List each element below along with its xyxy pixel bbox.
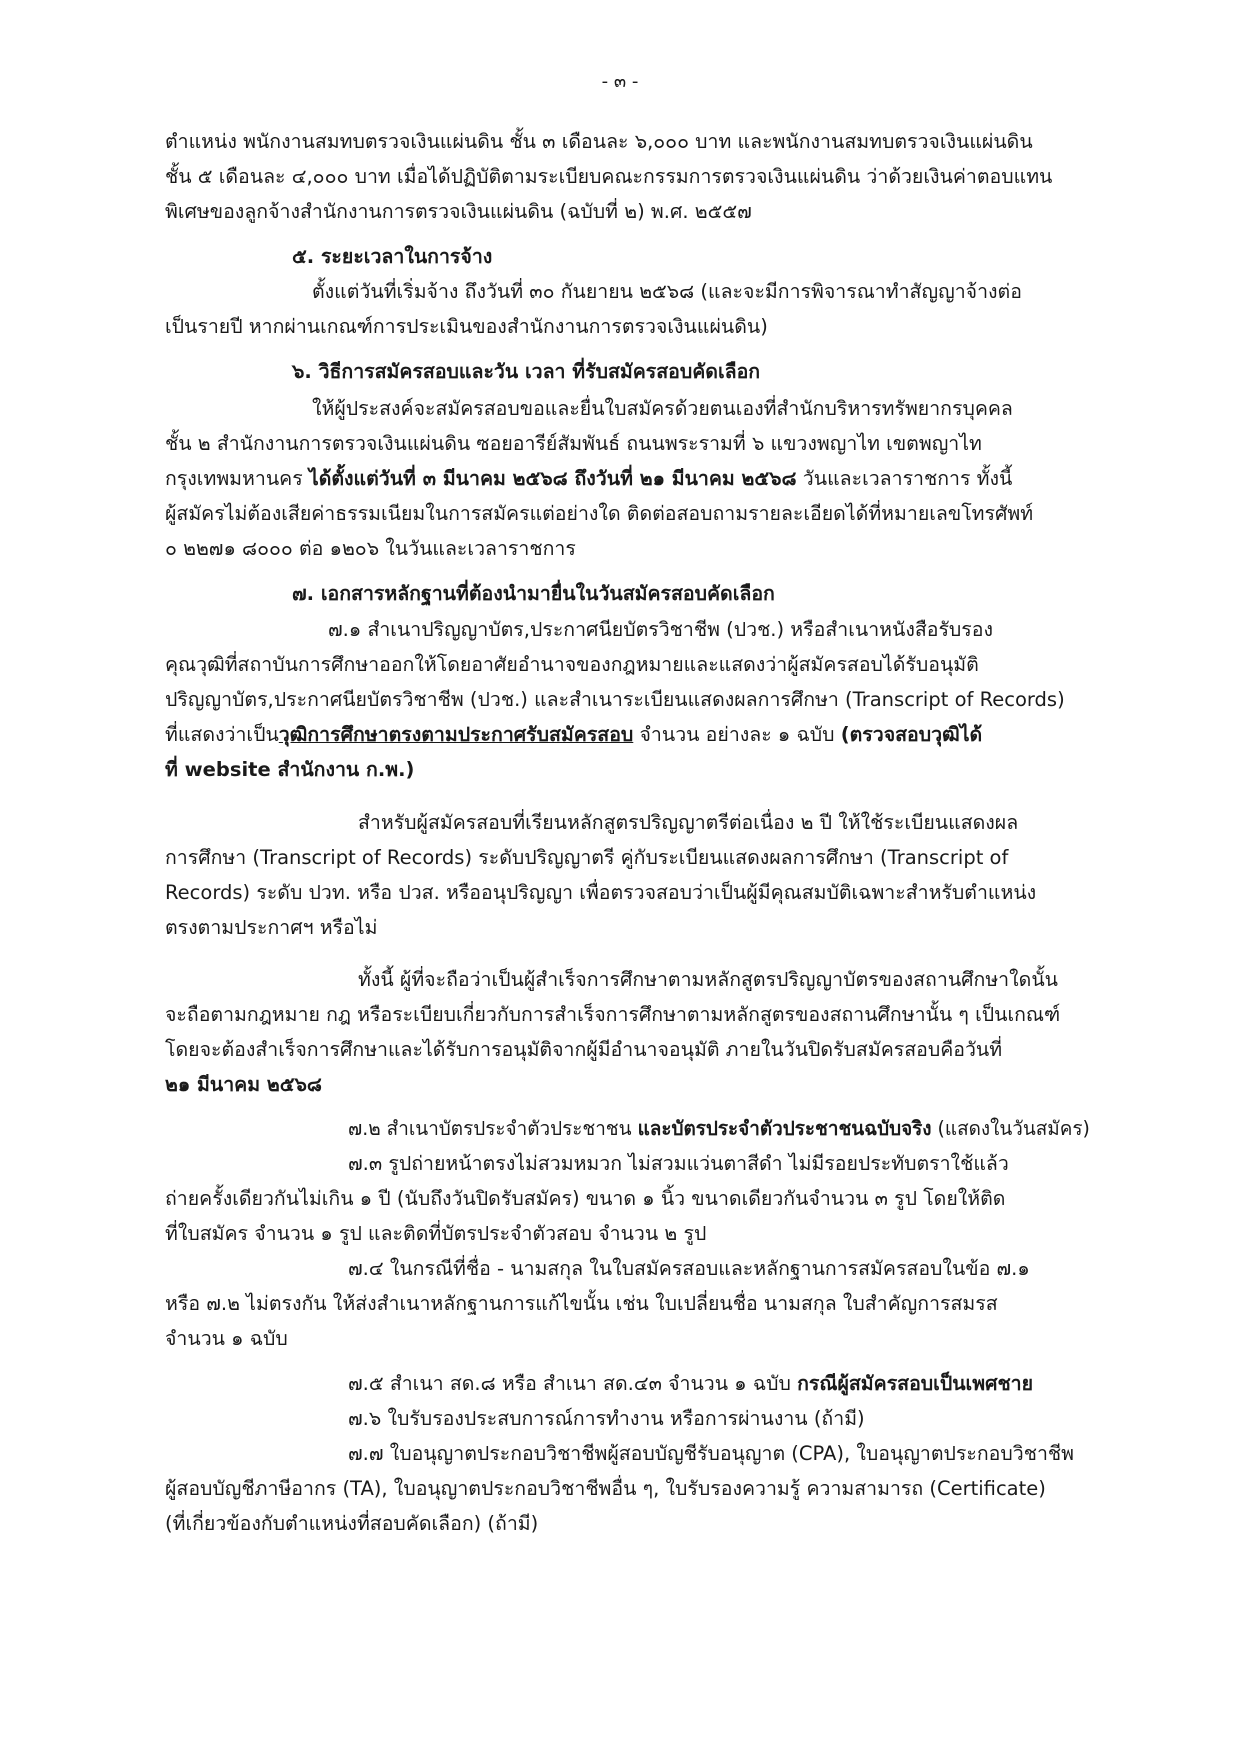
item-7-1-line-2: คุณวุฒิที่สถาบันการศึกษาออกให้โดยอาศัยอำนาจของกฎหมายและแสดงว่าผู้สมัครสอบได้รับอนุมัติ	[165, 653, 979, 676]
continuing-degree-line-1: สำหรับผู้สมัครสอบที่เรียนหลักสูตรปริญญาตรีต่อเนื่อง ๒ ปี ให้ใช้ระเบียนแสดงผล	[358, 811, 1019, 834]
item-7-4-line-1: ๗.๔ ในกรณีที่ชื่อ - นามสกุล ในใบสมัครสอบและหลักฐานการสมัครสอบในข้อ ๗.๑	[348, 1257, 1030, 1280]
item-7-2: ๗.๒ สำเนาบัตรประจำตัวประชาชน และบัตรประจำตัวประชาชนฉบับจริง (แสดงในวันสมัคร)	[348, 1117, 1090, 1140]
section-6-line-2: ชั้น ๒ สำนักงานการตรวจเงินแผ่นดิน ซอยอารีย์สัมพันธ์ ถนนพระรามที่ ๖ แขวงพญาไท เขตพญาไท	[165, 432, 982, 455]
intro-line-3: พิเศษของลูกจ้างสำนักงานการตรวจเงินแผ่นดิน (ฉบับที่ ๒) พ.ศ. ๒๕๕๗	[165, 200, 752, 223]
graduation-note-line-3: โดยจะต้องสำเร็จการศึกษาและได้รับการอนุมัติจากผู้มีอำนาจอนุมัติ ภายในวันปิดรับสมัครสอบคือวันที่	[165, 1038, 1003, 1061]
section-6-line-1: ให้ผู้ประสงค์จะสมัครสอบขอและยื่นใบสมัครด้วยตนเองที่สำนักบริหารทรัพยากรบุคคล	[312, 397, 1013, 420]
item-7-5: ๗.๕ สำเนา สด.๘ หรือ สำเนา สด.๔๓ จำนวน ๑ ฉบับ กรณีผู้สมัครสอบเป็นเพศชาย	[348, 1372, 1034, 1395]
page-number: - ๓ -	[601, 71, 639, 92]
item-7-3-line-3: ที่ใบสมัคร จำนวน ๑ รูป และติดที่บัตรประจำตัวสอบ จำนวน ๒ รูป	[165, 1222, 707, 1245]
section-5-heading: ๕. ระยะเวลาในการจ้าง	[292, 245, 493, 268]
intro-line-2: ชั้น ๕ เดือนละ ๔,๐๐๐ บาท เมื่อได้ปฏิบัติตามระเบียบคณะกรรมการตรวจเงินแผ่นดิน ว่าด้วยเงินค่าตอบแทน	[165, 165, 1053, 188]
item-7-1-line-4: ที่แสดงว่าเป็นวุฒิการศึกษาตรงตามประกาศรับสมัครสอบ จำนวน อย่างละ ๑ ฉบับ (ตรวจสอบวุฒิได้	[165, 723, 983, 746]
item-7-3-line-1: ๗.๓ รูปถ่ายหน้าตรงไม่สวมหมวก ไม่สวมแว่นตาสีดำ ไม่มีรอยประทับตราใช้แล้ว	[348, 1152, 1009, 1175]
continuing-degree-line-2: การศึกษา (Transcript of Records) ระดับปริญญาตรี คู่กับระเบียนแสดงผลการศึกษา (Transcript of	[165, 846, 1009, 869]
item-7-3-line-2: ถ่ายครั้งเดียวกันไม่เกิน ๑ ปี (นับถึงวันปิดรับสมัคร) ขนาด ๑ นิ้ว ขนาดเดียวกันจำนวน ๓ รูป โดยให้ติด	[165, 1187, 1006, 1210]
section-5-line-2: เป็นรายปี หากผ่านเกณฑ์การประเมินของสำนักงานการตรวจเงินแผ่นดิน)	[165, 315, 768, 338]
continuing-degree-line-4: ตรงตามประกาศฯ หรือไม่	[165, 916, 378, 939]
section-6-line-5: ๐ ๒๒๗๑ ๘๐๐๐ ต่อ ๑๒๐๖ ในวันและเวลาราชการ	[165, 537, 576, 560]
section-7-heading: ๗. เอกสารหลักฐานที่ต้องนำมายื่นในวันสมัครสอบคัดเลือก	[292, 582, 775, 605]
item-7-7-line-3: (ที่เกี่ยวข้องกับตำแหน่งที่สอบคัดเลือก) (ถ้ามี)	[165, 1512, 539, 1535]
section-6-line-4: ผู้สมัครไม่ต้องเสียค่าธรรมเนียมในการสมัครแต่อย่างใด ติดต่อสอบถามรายละเอียดได้ที่หมายเลขโทรศัพท์	[165, 502, 1034, 525]
item-7-7-line-2: ผู้สอบบัญชีภาษีอากร (TA), ใบอนุญาตประกอบวิชาชีพอื่น ๆ, ใบรับรองความรู้ ความสามารถ (Certificate)	[165, 1477, 1046, 1500]
graduation-note-line-1: ทั้งนี้ ผู้ที่จะถือว่าเป็นผู้สำเร็จการศึกษาตามหลักสูตรปริญญาบัตรของสถานศึกษาใดนั้น	[358, 968, 1058, 991]
item-7-1-line-1: ๗.๑ สำเนาปริญญาบัตร,ประกาศนียบัตรวิชาชีพ (ปวช.) หรือสำเนาหนังสือรับรอง	[328, 618, 994, 641]
intro-line-1: ตำแหน่ง พนักงานสมทบตรวจเงินแผ่นดิน ชั้น ๓ เดือนละ ๖,๐๐๐ บาท และพนักงานสมทบตรวจเงินแผ่นดิน	[165, 130, 1033, 153]
item-7-7-line-1: ๗.๗ ใบอนุญาตประกอบวิชาชีพผู้สอบบัญชีรับอนุญาต (CPA), ใบอนุญาตประกอบวิชาชีพ	[348, 1442, 1074, 1465]
item-7-1-line-5: ที่ website สำนักงาน ก.พ.)	[165, 758, 415, 781]
item-7-6: ๗.๖ ใบรับรองประสบการณ์การทำงาน หรือการผ่านงาน (ถ้ามี)	[348, 1407, 865, 1430]
graduation-note-line-2: จะถือตามกฎหมาย กฎ หรือระเบียบเกี่ยวกับการสำเร็จการศึกษาตามหลักสูตรของสถานศึกษานั้น ๆ เป็นเกณฑ์	[165, 1003, 1061, 1026]
continuing-degree-line-3: Records) ระดับ ปวท. หรือ ปวส. หรืออนุปริญญา เพื่อตรวจสอบว่าเป็นผู้มีคุณสมบัติเฉพาะสำหรับตำแหน่ง	[165, 881, 1037, 904]
section-6-heading: ๖. วิธีการสมัครสอบและวัน เวลา ที่รับสมัครสอบคัดเลือก	[292, 360, 761, 383]
section-5-line-1: ตั้งแต่วันที่เริ่มจ้าง ถึงวันที่ ๓๐ กันยายน ๒๕๖๘ (และจะมีการพิจารณาทำสัญญาจ้างต่อ	[312, 280, 1022, 303]
item-7-1-line-3: ปริญญาบัตร,ประกาศนียบัตรวิชาชีพ (ปวช.) และสำเนาระเบียนแสดงผลการศึกษา (Transcript of Records)	[165, 688, 1065, 711]
section-6-line-3: กรุงเทพมหานคร ได้ตั้งแต่วันที่ ๓ มีนาคม ๒๕๖๘ ถึงวันที่ ๒๑ มีนาคม ๒๕๖๘ วันและเวลาราชการ ทั้งนี้	[165, 467, 1013, 490]
item-7-4-line-3: จำนวน ๑ ฉบับ	[165, 1327, 288, 1350]
graduation-note-line-4: ๒๑ มีนาคม ๒๕๖๘	[165, 1073, 322, 1096]
item-7-4-line-2: หรือ ๗.๒ ไม่ตรงกัน ให้ส่งสำเนาหลักฐานการแก้ไขนั้น เช่น ใบเปลี่ยนชื่อ นามสกุล ใบสำคัญการสมรส	[165, 1292, 998, 1315]
